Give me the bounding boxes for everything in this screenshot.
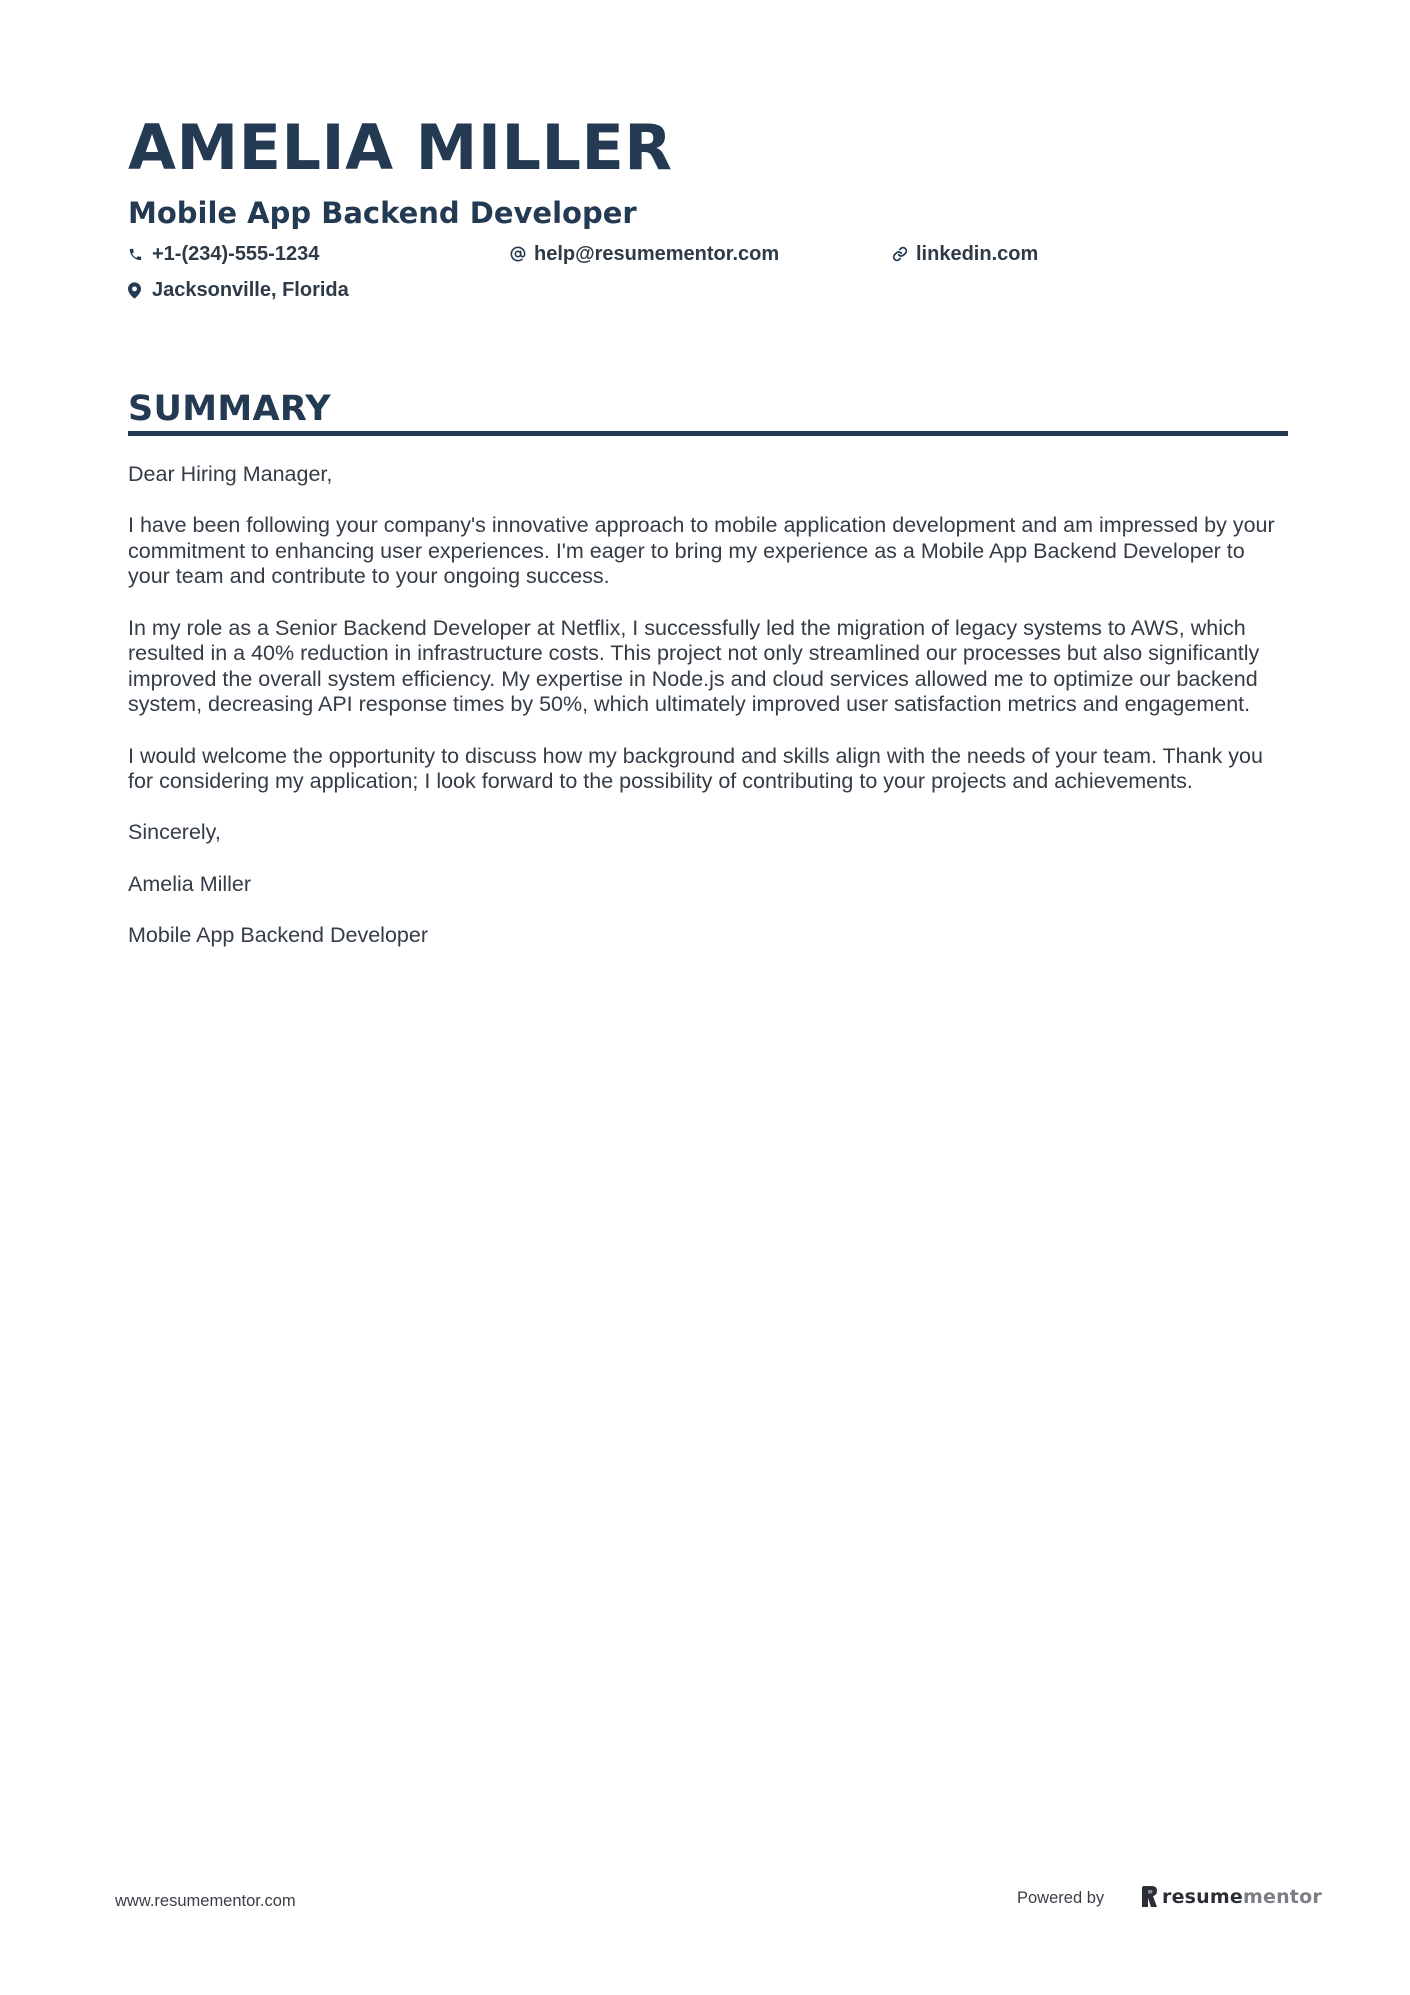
letter-paragraph: I would welcome the opportunity to discuss how my background and skills align with the needs of your team. Thank you for considering my application; I look forward to the possibility of contributing to your projects and achievements.	[128, 743, 1263, 794]
brand-wordmark-part2: mentor	[1242, 1886, 1322, 1908]
letter-header	[128, 108, 1288, 304]
summary-section	[128, 388, 1288, 974]
location-pin-icon	[128, 280, 152, 300]
linkedin-text[interactable]: linkedin.com	[916, 242, 1039, 265]
applicant-name: AMELIA MILLER	[128, 111, 673, 184]
section-heading: SUMMARY	[128, 389, 331, 429]
section-divider	[128, 431, 1288, 436]
applicant-title: Mobile App Backend Developer	[128, 196, 637, 230]
brand-wordmark	[1162, 1886, 1322, 1908]
letter-body	[128, 462, 1288, 948]
letter-paragraph: I have been following your company's innovative approach to mobile application development and am impressed by your commitment to enhancing user experiences. I'm eager to bring my experience as a Mobile App Backend Developer to your team and contribute to your ongoing success.	[128, 513, 1275, 589]
phone-icon	[128, 244, 152, 264]
contact-linkedin[interactable]	[892, 240, 1274, 268]
link-icon	[892, 244, 916, 264]
letter-greeting: Dear Hiring Manager,	[128, 462, 333, 486]
location-text: Jacksonville, Florida	[152, 278, 349, 301]
contact-info	[128, 240, 1288, 304]
letter-paragraph: In my role as a Senior Backend Developer at Netflix, I successfully led the migration of legacy systems to AWS, which resulted in a 40% reduction in infrastructure costs. This project not only streamlined our processes but also significantly improved the overall system efficiency. My expertise in Node.js and cloud services allowed me to optimize our backend system, decreasing API response times by 50%, which ultimately improved user satisfaction metrics and engagement.	[128, 615, 1260, 717]
resumementor-logo-icon	[1140, 1886, 1158, 1908]
letter-closing: Sincerely,	[128, 820, 221, 845]
powered-by-label: Powered by	[1017, 1889, 1105, 1907]
phone-text: +1-(234)-555-1234	[152, 242, 320, 265]
contact-phone	[128, 240, 510, 268]
brand-logo[interactable]	[1140, 1884, 1322, 1910]
email-text[interactable]: help@resumementor.com	[534, 242, 780, 265]
contact-location	[128, 276, 510, 304]
signature-title: Mobile App Backend Developer	[128, 922, 428, 947]
at-sign-icon	[510, 244, 534, 264]
brand-wordmark-part1: resume	[1162, 1886, 1243, 1908]
footer-website-link[interactable]: www.resumementor.com	[115, 1892, 296, 1910]
signature-name: Amelia Miller	[128, 871, 252, 896]
contact-email[interactable]	[510, 240, 892, 268]
